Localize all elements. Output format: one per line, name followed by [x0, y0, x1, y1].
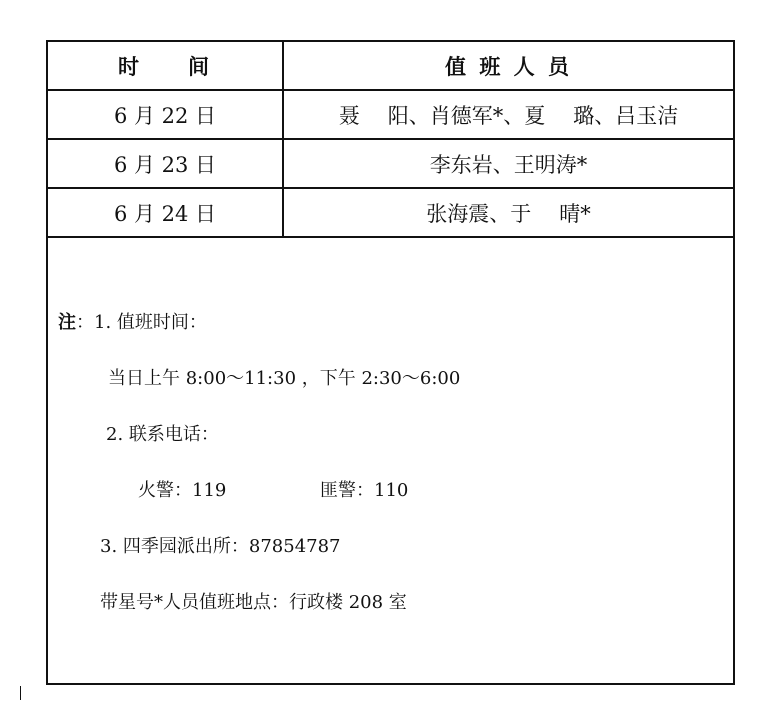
note-line-duty-hours: 当日上午 8:00～11:30 ，下午 2:30～6:00	[108, 368, 461, 389]
note-line-police-station: 3. 四季园派出所：87854787	[100, 536, 341, 557]
header-time-char-1: 时	[118, 53, 142, 79]
header-time	[48, 42, 284, 89]
date-cell: 6 月 22 日	[48, 91, 284, 138]
staff-part: 聂	[338, 103, 360, 128]
table-row	[48, 189, 733, 238]
staff-cell	[284, 91, 733, 138]
text-cursor	[20, 686, 21, 700]
date-cell: 6 月 23 日	[48, 140, 284, 187]
staff-part: 张海震、于	[426, 201, 532, 226]
table-row	[48, 140, 733, 189]
staff-part: 阳、肖德军*、夏	[387, 103, 546, 128]
note-label: 注	[58, 312, 76, 333]
note-line-phones-title: 2. 联系电话：	[106, 424, 219, 445]
staff-part: 晴*	[559, 201, 591, 226]
note-line-duty-location: 带星号*人员值班地点：行政楼 208 室	[100, 592, 407, 613]
staff-cell	[284, 140, 733, 187]
note-line-fire-phone: 火警：119	[138, 480, 227, 501]
table-row	[48, 91, 733, 140]
note-line-1: ：1. 值班时间：	[76, 312, 207, 333]
header-staff: 值 班 人 员	[445, 53, 572, 79]
staff-part: 李东岩、王明涛*	[429, 152, 588, 177]
note-line-police-phone: 匪警：110	[320, 480, 409, 501]
note-line-duty-time-title	[58, 308, 207, 334]
staff-cell	[284, 189, 733, 236]
duty-roster-table	[46, 40, 735, 685]
table-header-row	[48, 42, 733, 91]
header-time-char-2: 间	[188, 53, 212, 79]
date-cell: 6 月 24 日	[48, 189, 284, 236]
staff-part: 璐、吕玉洁	[573, 103, 679, 128]
